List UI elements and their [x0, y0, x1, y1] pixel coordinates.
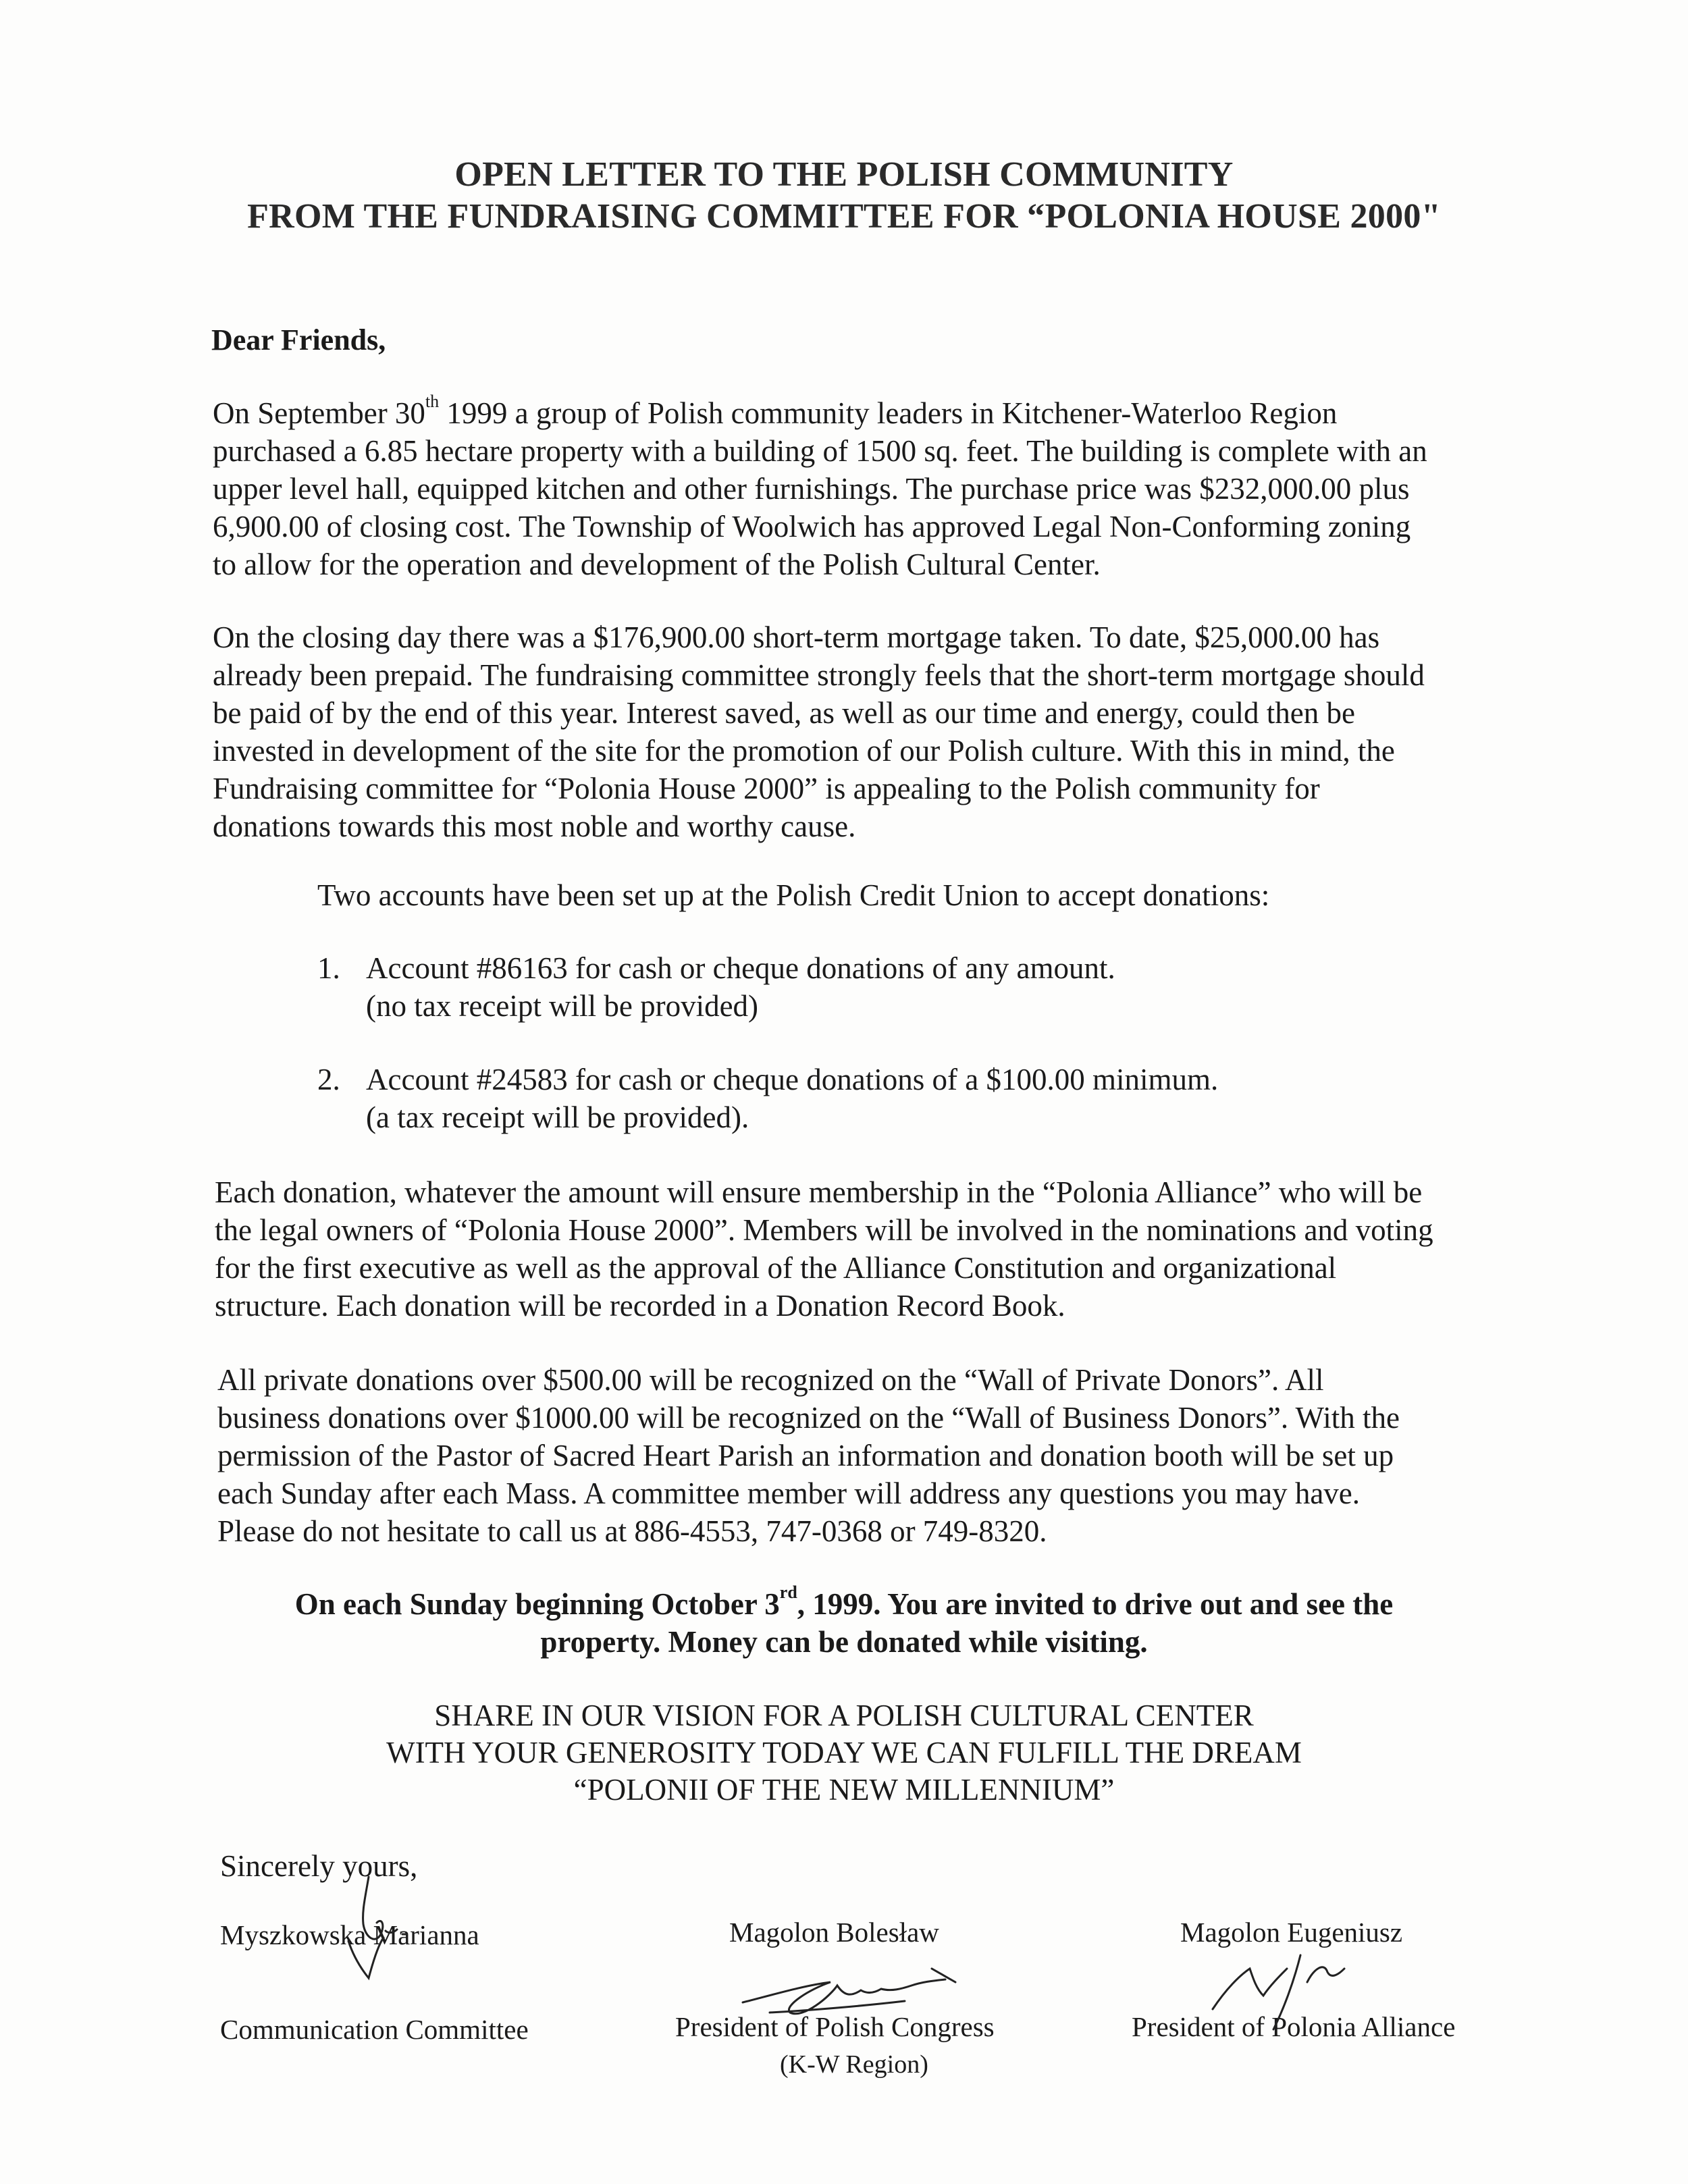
title-line-1: OPEN LETTER TO THE POLISH COMMUNITY — [454, 155, 1234, 194]
paragraph-mortgage — [213, 618, 1425, 845]
account-note: (no tax receipt will be provided) — [366, 989, 759, 1023]
paragraph-line: structure. Each donation will be recorded in a Donation Record Book. — [215, 1289, 1065, 1323]
signatory-name: Myszkowska Marianna — [220, 1919, 479, 1950]
signatory-role: President of Polonia Alliance — [1132, 2011, 1456, 2042]
letter-title — [135, 154, 1553, 238]
signatory-polonia-alliance — [1132, 1915, 1537, 2050]
visit-invitation — [135, 1582, 1553, 1661]
paragraph-line: be paid of by the end of this year. Interest saved, as well as our time and energy, could then be — [213, 696, 1355, 730]
vision-line-3: “POLONII OF THE NEW MILLENNIUM” — [573, 1773, 1115, 1807]
paragraph-line: 6,900.00 of closing cost. The Township of Woolwich has approved Legal Non-Conforming zoning — [213, 510, 1411, 543]
accounts-intro: Two accounts have been set up at the Polish Credit Union to accept donations: — [317, 878, 1270, 912]
account-item-1 — [317, 949, 1115, 1025]
paragraph-line: to allow for the operation and development of the Polish Cultural Center. — [213, 548, 1101, 581]
list-number: 1. — [317, 951, 340, 985]
salutation: Dear Friends, — [211, 323, 386, 356]
vision-line-1: SHARE IN OUR VISION FOR A POLISH CULTURAL CENTER — [434, 1699, 1254, 1732]
paragraph-line: the legal owners of “Polonia House 2000”. Members will be involved in the nominations and voting — [215, 1213, 1433, 1247]
paragraph-line: All private donations over $500.00 will be recognized on the “Wall of Private Donors”. All — [217, 1363, 1324, 1397]
paragraph-line: for the first executive as well as the approval of the Alliance Constitution and organizational — [215, 1251, 1337, 1285]
paragraph-line: Please do not hesitate to call us at 886-4553, 747-0368 or 749-8320. — [217, 1514, 1047, 1548]
visit-line-1: On each Sunday beginning October 3rd, 1999. You are invited to drive out and see the — [294, 1582, 1394, 1621]
signatory-role: President of Polish Congress — [675, 2011, 995, 2042]
signatory-polish-congress — [675, 1915, 1080, 2090]
paragraph-line: each Sunday after each Mass. A committee member will address any questions you may have. — [217, 1476, 1361, 1510]
signatory-name: Magolon Eugeniusz — [1180, 1917, 1403, 1948]
paragraph-line: permission of the Pastor of Sacred Heart Parish an information and donation booth will be set up — [217, 1439, 1394, 1472]
paragraph-line: On the closing day there was a $176,900.00 short-term mortgage taken. To date, $25,000.00 has — [213, 620, 1380, 654]
paragraph-line: invested in development of the site for the promotion of our Polish culture. With this in mind, the — [213, 734, 1395, 768]
account-note: (a tax receipt will be provided). — [366, 1100, 749, 1134]
vision-line-2: WITH YOUR GENEROSITY TODAY WE CAN FULFILL THE DREAM — [386, 1736, 1302, 1769]
account-item-2 — [317, 1061, 1218, 1136]
list-number: 2. — [317, 1063, 340, 1096]
paragraph-line: business donations over $1000.00 will be recognized on the “Wall of Business Donors”. With the — [217, 1401, 1400, 1435]
visit-line-2: property. Money can be donated while visiting. — [540, 1625, 1148, 1659]
paragraph-line: already been prepaid. The fundraising committee strongly feels that the short-term mortgage should — [213, 658, 1425, 692]
account-line: Account #24583 for cash or cheque donations of a $100.00 minimum. — [366, 1063, 1219, 1096]
signatory-communication — [220, 1917, 625, 2052]
paragraph-membership — [215, 1173, 1433, 1325]
paragraph-line: donations towards this most noble and worthy cause. — [213, 809, 856, 843]
paragraph-recognition — [217, 1361, 1400, 1550]
paragraph-line: purchased a 6.85 hectare property with a building of 1500 sq. feet. The building is complete with an — [213, 434, 1427, 468]
paragraph-line: On September 30th 1999 a group of Polish community leaders in Kitchener-Waterloo Region — [213, 392, 1338, 430]
paragraph-line: upper level hall, equipped kitchen and other furnishings. The purchase price was $232,000.00 plus — [213, 472, 1410, 506]
paragraph-line: Fundraising committee for “Polonia House 2000” is appealing to the Polish community for — [213, 772, 1320, 805]
signatory-role: Communication Committee — [220, 2014, 529, 2045]
signatory-name: Magolon Bolesław — [729, 1917, 939, 1948]
closing: Sincerely yours, — [220, 1849, 418, 1883]
paragraph-purchase — [213, 394, 1427, 583]
vision-statement — [135, 1697, 1553, 1809]
paragraph-line: Each donation, whatever the amount will ensure membership in the “Polonia Alliance” who will be — [215, 1175, 1423, 1209]
signatory-region: (K-W Region) — [780, 2050, 928, 2079]
account-line: Account #86163 for cash or cheque donations of any amount. — [366, 951, 1115, 985]
title-line-2: FROM THE FUNDRAISING COMMITTEE FOR “POLONIA HOUSE 2000" — [247, 197, 1441, 236]
